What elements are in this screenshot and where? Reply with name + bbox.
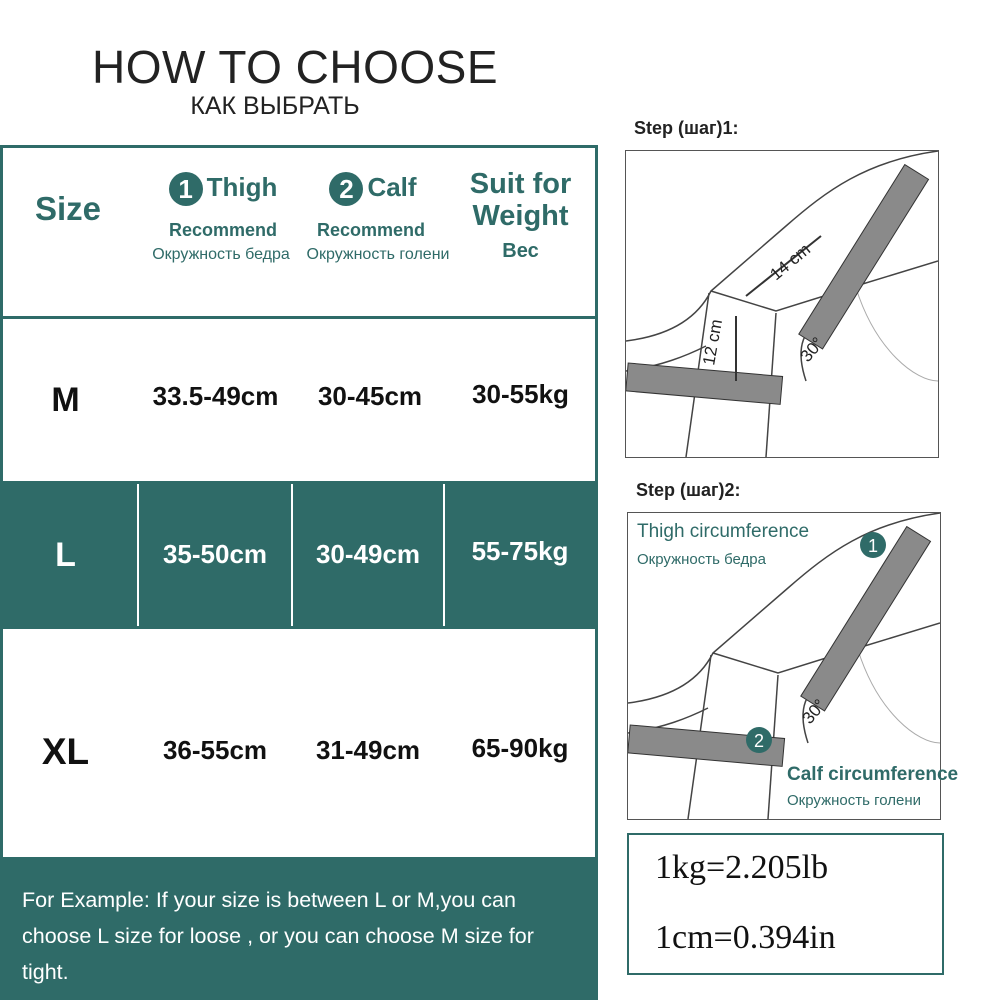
- thigh-marker-number: 1: [867, 536, 879, 556]
- column-divider: [443, 484, 445, 626]
- weight-cell: 30-55kg: [472, 379, 569, 409]
- thigh-ru-label: Окружность бедра: [152, 246, 290, 263]
- weight-header-line1: Suit for: [469, 168, 572, 200]
- knee-measure-diagram: [626, 151, 938, 457]
- thigh-cell: 35-50cm: [162, 539, 268, 569]
- calf-recommend: Recommend: [316, 220, 426, 240]
- calf-ru-label: Окружность голени: [306, 246, 450, 263]
- number-one-badge: 1: [169, 172, 203, 206]
- table-row: [3, 484, 595, 626]
- table-header: [3, 148, 595, 316]
- thigh-cell: 33.5-49cm: [152, 381, 279, 411]
- table-row: [3, 319, 595, 481]
- calf-marker-number: 2: [753, 731, 765, 751]
- column-divider: [137, 484, 139, 626]
- step1-label: Step (шаг)1:: [634, 118, 739, 138]
- weight-ru-label: Вес: [502, 240, 539, 262]
- step1-illustration: [625, 150, 939, 458]
- thigh-circumference-label: Thigh circumference: [637, 521, 810, 542]
- page-subtitle: КАК ВЫБРАТЬ: [190, 92, 360, 120]
- thigh-cell: 36-55cm: [162, 735, 268, 765]
- step1-calf-measure: 12 cm: [699, 317, 726, 367]
- cm-conversion: 1cm=0.394in: [655, 919, 836, 956]
- thigh-column-header: [153, 172, 293, 206]
- thigh-circumference-ru: Окружность бедра: [637, 551, 766, 568]
- step1-thigh-measure: 14 cm: [766, 239, 815, 285]
- calf-label: Calf: [367, 172, 417, 202]
- size-table: [0, 145, 598, 1000]
- size-cell: L: [55, 536, 76, 574]
- calf-circumference-label: Calf circumference: [787, 764, 959, 785]
- step2-label: Step (шаг)2:: [636, 480, 741, 500]
- size-example-note: For Example: If your size is between L or M,you can choose L size for loose , or you can choose M size for tight.: [22, 888, 534, 984]
- thigh-label: Thigh: [206, 172, 278, 202]
- calf-column-header: [303, 172, 443, 206]
- weight-header-line2: Weight: [472, 200, 569, 232]
- weight-cell: 55-75kg: [471, 536, 569, 566]
- weight-cell: 65-90kg: [471, 733, 569, 763]
- calf-circumference-ru: Окружность голени: [787, 792, 921, 809]
- unit-conversion-box: [627, 833, 944, 975]
- weight-column-header: [453, 168, 588, 232]
- calf-cell: 30-45cm: [317, 381, 423, 411]
- page-title: HOW TO CHOOSE: [91, 41, 499, 93]
- thigh-recommend: Recommend: [168, 220, 278, 240]
- step2-angle: 30°: [798, 695, 830, 728]
- calf-cell: 31-49cm: [315, 735, 421, 765]
- size-cell: M: [51, 381, 80, 419]
- calf-cell: 30-49cm: [315, 539, 421, 569]
- size-column-header: Size: [34, 190, 102, 227]
- kg-conversion: 1kg=2.205lb: [655, 849, 829, 886]
- size-cell: XL: [41, 731, 90, 772]
- column-divider: [291, 484, 293, 626]
- step1-angle: 30°: [796, 333, 828, 366]
- table-row: [3, 629, 595, 857]
- number-two-badge: 2: [329, 172, 363, 206]
